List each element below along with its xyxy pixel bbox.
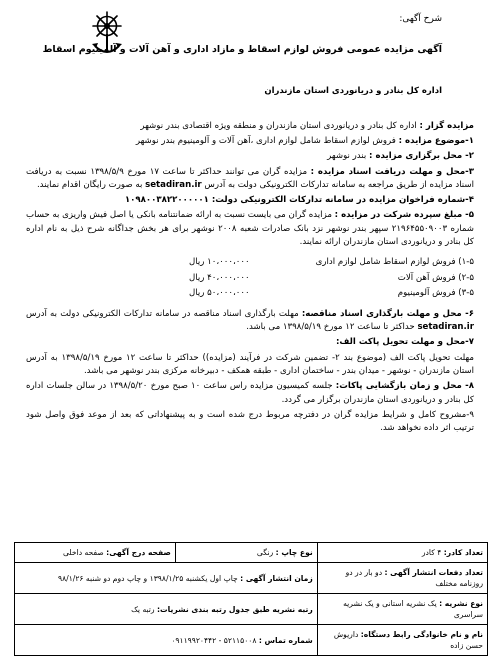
table-row (15, 563, 488, 594)
table-row (15, 594, 488, 625)
opening-paragraph: ۸- محل و زمان بازگشایی پاکات: جلسه کمیسیون مزایده راس ساعت ۱۰ صبح مورخ ۱۳۹۸/۵/۲۰ در سالن جلسات اداره کل بنادر و دریانوردی استان مازندران برگزار می گردد. (26, 381, 474, 405)
table-row (15, 625, 488, 656)
table-cell: تعداد کادر: ۴ کادر (317, 543, 487, 563)
publication-info-table (14, 542, 488, 656)
ad-body (26, 120, 474, 438)
ad-description-label: شرح آگهی: (399, 14, 442, 24)
upload-deadline-paragraph: ۶- محل و مهلت بارگذاری اسناد مناقصه: مهلت بارگذاری اسناد مناقصه در سامانه تدارکات الکترونیکی دولت به آدرس setadiran.ir حداکثر تا ساعت ۱۲ مورخ ۱۳۹۸/۵/۱۹ می باشد. (26, 308, 474, 333)
table-cell: صفحه درج آگهی: صفحه داخلی (15, 543, 176, 563)
documents-deadline-paragraph: ۳-محل و مهلت دریافت اسناد مزایده : مزایده گران می توانند حداکثر تا ساعت ۱۷ مورخ ۱۳۹۸/۵/۹ نسبت به دریافت اسناد مزایده از طریق مراجعه به سامانه تدارکات الکترونیکی دولت به آدرس setadiran.ir به صورت رایگان اقدام نمایند. (26, 166, 474, 191)
ad-main-title: آگهی مزایده عمومی فروش لوازم اسقاط و مازاد اداری و آهن آلات و آلمینیوم اسقاط (42, 44, 442, 55)
terms-paragraph: ۹-مشروح کامل و شرایط مزایده گران در دفترچه مربوط درج شده است و به پیشنهاداتی که بعد از موعد فوق واصل شود ترتیب اثر داده نخواهد شد. (26, 409, 474, 434)
table-cell: تعداد دفعات انتشار آگهی : دو بار در دو روزنامه مختلف (317, 563, 487, 594)
envelope-a-heading: ۷-محل و مهلت تحویل پاکت الف: (336, 337, 474, 348)
list-item: ۱-۵) فروش لوازم اسقاط شامل لوازم اداری ۱۰،۰۰۰،۰۰۰ ریال (189, 256, 474, 267)
table-row (15, 543, 488, 563)
setadiran-link: setadiran.ir (145, 180, 202, 191)
venue-paragraph: ۲- محل برگزاری مزایده : بندر نوشهر (327, 151, 474, 162)
call-number-paragraph: ۴-شماره فراخوان مزایده در سامانه تدارکات الکترونیکی دولت: ۱۰۹۸۰۰۳۸۲۲۰۰۰۰۰۱ (124, 195, 474, 206)
deposit-paragraph: ۵- مبلغ سپرده شرکت در مزایده : مزایده گران می بایست نسبت به ارائه ضمانتنامه بانکی یا اصل فیش واریزی به حساب شماره ۲۱۹۶۴۵۵۰۹۰۰۳ سپهر بندر نوشهر نزد بانک صادرات شعبه ۲۰۰۸ نوشهر برای هر بخش جداگانه شرح ذیل به نام اداره کل بنادر و دریانوردی استان مازندران ارائه نمایند. (26, 210, 474, 248)
setadiran-link: setadiran.ir (417, 322, 474, 333)
table-cell: نام و نام خانوادگی رابط دستگاه: داریوش حسن زاده (317, 625, 487, 656)
list-item: ۳-۵) فروش آلومینیوم ۵۰،۰۰۰،۰۰۰ ریال (189, 288, 474, 299)
table-cell: شماره تماس : ۵۲۱۱۵۰۰۸ - ۰۹۱۱۹۹۲۰۴۴۲ (15, 625, 318, 656)
envelope-a-paragraph: مهلت تحویل پاکت الف (موضوع بند ۲- تضمین شرکت در فرآیند (مزایده)) حداکثر تا ساعت ۱۲ مورخ ۱۳۹۸/۵/۱۹ به آدرس استان مازندران - نوشهر - میدان بندر - ساختمان اداری - طبقه همکف - دبیرخانه مرکزی بندر نوشهر می باشد. (26, 352, 474, 377)
table-cell: نوع چاپ : رنگی (175, 543, 317, 563)
list-item: ۲-۵) فروش آهن آلات ۴۰،۰۰۰،۰۰۰ ریال (189, 272, 474, 283)
table-cell: رتبه نشریه طبق جدول رتبه بندی نشریات: رتبه یک (15, 594, 318, 625)
organization-title: اداره کل بنادر و دریانوردی استان مازندران (264, 86, 442, 96)
subject-paragraph: ۱-موضوع مزایده : فروش لوازم اسقاط شامل لوازم اداری ،آهن آلات و آلومینیوم بندر نوشهر (135, 136, 474, 147)
auctioneer-paragraph: مزایده گزار : اداره کل بنادر و دریانوردی استان مازندران و منطقه ویژه اقتصادی بندر نوشهر (140, 121, 474, 131)
table-cell: نوع نشریه : یک نشریه استانی و یک نشریه سراسری (317, 594, 487, 625)
table-cell: زمان انتشار آگهی : چاپ اول یکشنبه ۱۳۹۸/۱/۲۵ و چاپ دوم دو شنبه ۹۸/۱/۲۶ (15, 563, 318, 594)
deposit-items-list (26, 256, 474, 301)
